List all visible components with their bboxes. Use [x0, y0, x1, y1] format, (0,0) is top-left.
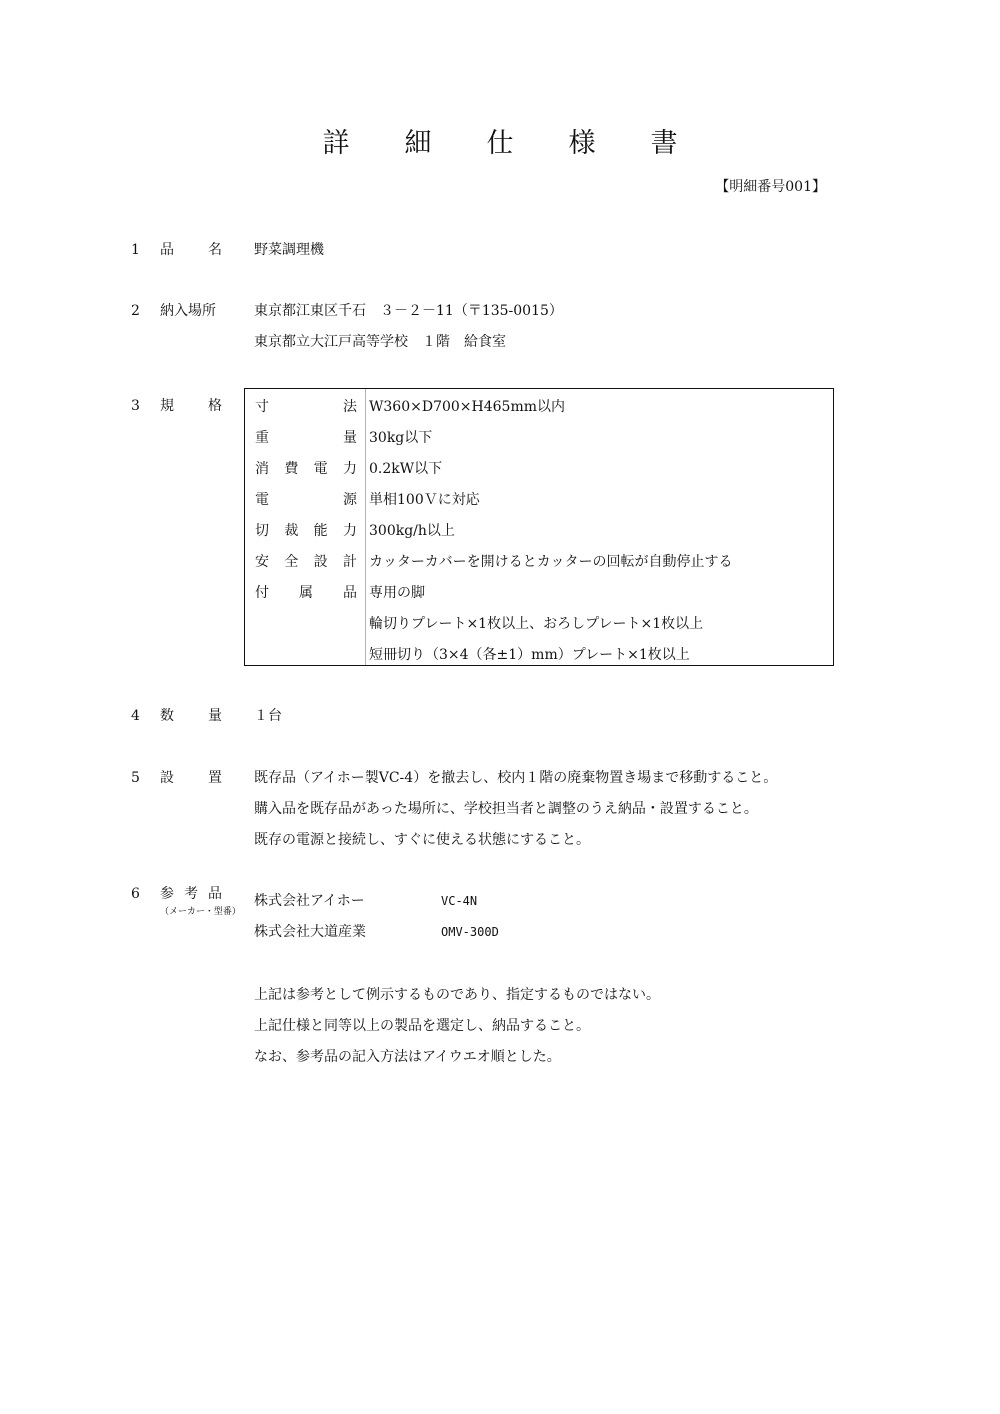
key-char: 能 — [313, 523, 328, 539]
label-char: 名 — [208, 242, 222, 258]
key-char: 費 — [284, 461, 299, 477]
spec-key-accessories — [255, 583, 357, 603]
key-char: 品 — [343, 585, 357, 601]
label-char: 考 — [184, 886, 198, 902]
delivery-address: 東京都江東区千石 ３－２－11（〒135-0015） — [254, 303, 563, 319]
title-char: 詳 — [322, 128, 350, 159]
section-number: 5 — [131, 770, 140, 786]
key-char: 設 — [313, 554, 328, 570]
spec-value-cutting-capacity: 300kg/h以上 — [369, 523, 455, 539]
table-row — [245, 608, 833, 639]
label-char: 設 — [160, 770, 174, 786]
spec-key-cutting-capacity — [255, 521, 357, 541]
section-label-product-name — [160, 240, 222, 260]
key-char: 消 — [255, 461, 269, 477]
spec-value-accessories-plates: 輪切りプレート×1枚以上、おろしプレート×1枚以上 — [369, 616, 704, 632]
reference-note: なお、参考品の記入方法はアイウエオ順とした。 — [254, 1049, 561, 1065]
key-char: 裁 — [284, 523, 299, 539]
key-char: 電 — [313, 461, 328, 477]
table-row — [245, 422, 833, 453]
key-char: 全 — [284, 554, 299, 570]
label-char: 格 — [208, 398, 222, 414]
title-char: 仕 — [486, 128, 514, 159]
label-char: 品 — [160, 242, 174, 258]
installation-line: 既存の電源と接続し、すぐに使える状態にすること。 — [254, 832, 590, 848]
spec-value-accessories: 専用の脚 — [369, 585, 425, 601]
section-number: 6 — [131, 886, 140, 902]
spec-value-power-consumption: 0.2kW以下 — [369, 461, 443, 477]
reference-maker: 株式会社大道産業 — [254, 924, 366, 940]
title-char: 細 — [404, 128, 432, 159]
key-char: 力 — [342, 461, 357, 477]
spec-key-dimensions — [255, 397, 357, 417]
key-char: 法 — [343, 399, 357, 415]
key-char: 電 — [255, 492, 269, 508]
reference-note: 上記は参考として例示するものであり、指定するものではない。 — [254, 987, 660, 1003]
section-number: 3 — [131, 398, 140, 414]
spec-key-safety-design — [255, 552, 357, 572]
quantity-value: １台 — [254, 708, 282, 724]
reference-model: VC-4N — [441, 894, 478, 908]
spec-key-power-source — [255, 490, 357, 510]
spec-value-dimensions: W360×D700×H465mm以内 — [369, 399, 565, 415]
key-char: 量 — [343, 430, 357, 446]
reference-model: OMV-300D — [441, 925, 499, 939]
delivery-location: 東京都立大江戸高等学校 １階 給食室 — [254, 334, 506, 350]
spec-value-safety-design: カッターカバーを開けるとカッターの回転が自動停止する — [369, 554, 733, 570]
table-row — [245, 515, 833, 546]
spec-table — [244, 388, 834, 666]
label-char: 規 — [160, 398, 174, 414]
spec-key-power-consumption — [255, 459, 357, 479]
key-char: 切 — [255, 523, 269, 539]
title-char: 様 — [568, 128, 596, 159]
label-char: 品 — [208, 886, 222, 902]
reference-sub-note: （メーカー・型番） — [160, 907, 241, 917]
label-char: 置 — [208, 770, 222, 786]
reference-note: 上記仕様と同等以上の製品を選定し、納品すること。 — [254, 1018, 590, 1034]
table-row — [245, 577, 833, 608]
key-char: 安 — [255, 554, 269, 570]
key-char: 付 — [255, 585, 269, 601]
installation-line: 既存品（アイホー製VC-4）を撤去し、校内１階の廃棄物置き場まで移動すること。 — [254, 770, 778, 786]
key-char: 属 — [299, 585, 313, 601]
section-label-quantity — [160, 706, 222, 726]
section-number: 1 — [131, 242, 140, 258]
section-label-installation — [160, 768, 222, 788]
label-char: 参 — [160, 886, 174, 902]
item-number: 【明細番号001】 — [715, 179, 826, 195]
key-char: 力 — [342, 523, 357, 539]
table-row — [245, 453, 833, 484]
key-char: 寸 — [255, 399, 269, 415]
spec-value-weight: 30kg以下 — [369, 430, 433, 446]
installation-line: 購入品を既存品があった場所に、学校担当者と調整のうえ納品・設置すること。 — [254, 801, 758, 817]
table-row — [245, 391, 833, 422]
label-char: 量 — [208, 708, 222, 724]
key-char: 重 — [255, 430, 269, 446]
spec-value-power-source: 単相100Ｖに対応 — [369, 492, 480, 508]
table-row — [245, 639, 833, 670]
key-char: 計 — [342, 554, 357, 570]
label-char: 数 — [160, 708, 174, 724]
section-label-reference-products — [160, 884, 222, 904]
label-text: 納入場所 — [160, 303, 216, 319]
section-number: 2 — [131, 303, 140, 319]
spec-key-weight — [255, 428, 357, 448]
document-title — [0, 124, 1000, 164]
section-label-specifications — [160, 396, 222, 416]
product-name: 野菜調理機 — [254, 242, 324, 258]
key-char: 源 — [343, 492, 357, 508]
section-label-delivery-place — [160, 301, 222, 321]
reference-maker: 株式会社アイホー — [254, 893, 365, 909]
spec-value-accessories-strip-plate: 短冊切り（3×4（各±1）mm）プレート×1枚以上 — [369, 647, 690, 663]
table-row — [245, 484, 833, 515]
table-row — [245, 546, 833, 577]
title-char: 書 — [650, 128, 678, 159]
section-number: 4 — [131, 708, 140, 724]
